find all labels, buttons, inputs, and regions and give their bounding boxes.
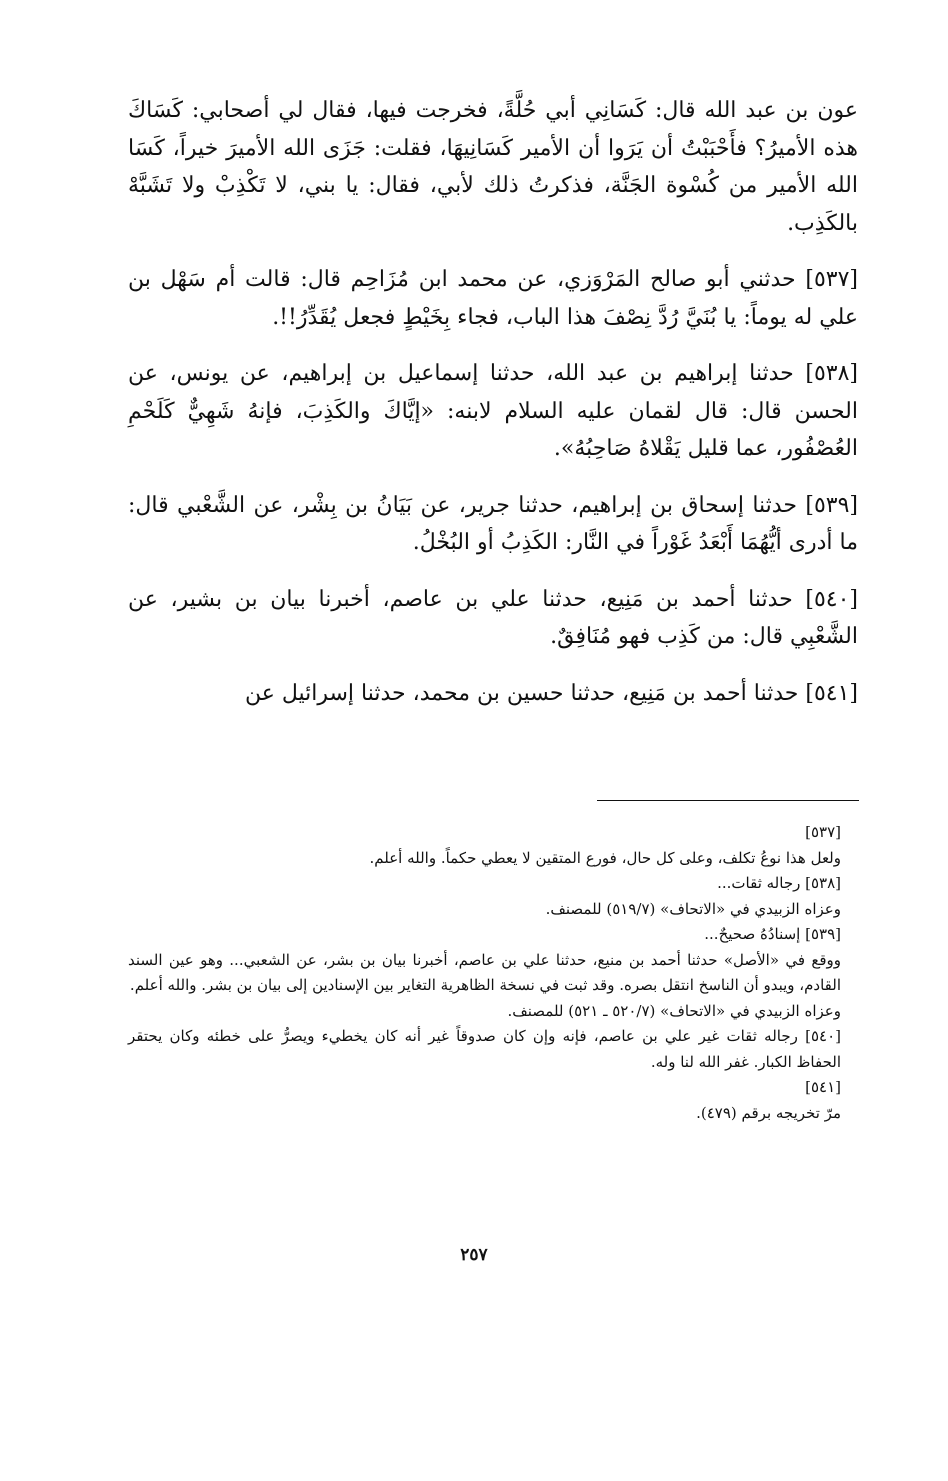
footnote-line: وعزاه الزبيدي في «الاتحاف» (٥١٩/٧) للمصنف.: [545, 899, 841, 918]
footnote-line: [٥٣٧]: [805, 823, 841, 841]
footnote-line: [٥٤١]: [805, 1078, 841, 1096]
paragraph-537: [٥٣٧] حدثني أبو صالح المَرْوَزي، عن محمد ابن مُزَاحِم قال: قالت أم سَهْل بن علي له يوماً: يا بُنَيَّ رُدَّ نِصْفَ هذا الباب، فجاء بِخَيْطٍ فجعل يُقَدِّرُ!!.: [128, 267, 858, 330]
footnote-line: [٥٣٩] إسنادُهُ صحيحٌ...: [704, 925, 841, 943]
footnote-line: مرّ تخريجه برقم (٤٧٩).: [696, 1103, 841, 1122]
main-text: [128, 92, 858, 712]
footnote-separator: [597, 800, 859, 801]
paragraph-continuation: عون بن عبد الله قال: كَسَانِي أبي حُلَّةً، فخرجت فيها، فقال لي أصحابي: كَسَاكَ هذه الأميرُ؟ فأَحْبَبْتُ أن يَرَوا أن الأمير كَسَانِيهَا، فقلت: جَزَى الله الأميرَ خيراً، كَسَا الله الأمير من كُسْوة الجَنَّة، فذكرتُ ذلك لأبي، فقال: يا بني، لا تَكْذِبْ ولا تَشَبَّهْ بالكَذِب.: [128, 98, 858, 236]
footnote-line: [٥٣٨] رجاله ثقات...: [717, 874, 841, 892]
paragraph-540: [٥٤٠] حدثنا أحمد بن مَنِيع، حدثنا علي بن عاصم، أخبرنا بيان بن بشير، عن الشَّعْبِي قال: من كَذِب فهو مُنَافِقٌ.: [128, 586, 858, 649]
paragraph-541: [٥٤١] حدثنا أحمد بن مَنِيع، حدثنا حسين بن محمد، حدثنا إسرائيل عن: [244, 680, 858, 706]
paragraph-538: [٥٣٨] حدثنا إبراهيم بن عبد الله، حدثنا إسماعيل بن إبراهيم، عن يونس، عن الحسن قال: قال لقمان عليه السلام لابنه: «إيَّاكَ والكَذِبَ، فإنهُ شَهِيٌّ كَلَحْمِ العُصْفُور، عما قليل يَقْلاهُ صَاحِبُهُ».: [128, 361, 858, 461]
footnote-line: وعزاه الزبيدي في «الاتحاف» (٥٢٠/٧ ـ ٥٢١) للمصنف.: [507, 1001, 841, 1020]
footnote-line: ولعل هذا نوعُ تكلف، وعلى كل حال، فورع المتقين لا يعطي حكماً. والله أعلم.: [369, 848, 841, 867]
footnote-line: [٥٤٠] رجاله ثقات غير علي بن عاصم، فإنه وإن كان صدوقاً غير أنه كان يخطيء ويصرُّ على خطئه وكان يحتقر الحفاظ الكبار. غفر الله لنا وله.: [128, 1027, 841, 1071]
footnotes: [128, 820, 859, 1126]
footnote-line: ووقع في «الأصل» حدثنا أحمد بن منيع، حدثنا علي بن عاصم، أخبرنا بيان بن بشر، عن الشعبي... وهو عين السند القادم، ويبدو أن الناسخ انتقل بصره. وقد ثبت في نسخة الظاهرية التغاير بين الإسنادين إلى بيان بن بشر. والله أعلم.: [128, 950, 841, 994]
paragraph-539: [٥٣٩] حدثنا إسحاق بن إبراهيم، حدثنا جرير، عن بَيَانُ بن بِشْر، عن الشَّعْبي قال: ما أدرى أيُّهُمَا أَبْعَدُ غَوْراً في النَّار: الكَذِبُ أو البُخْلُ.: [128, 492, 858, 555]
page-number: ٢٥٧: [460, 1245, 488, 1265]
